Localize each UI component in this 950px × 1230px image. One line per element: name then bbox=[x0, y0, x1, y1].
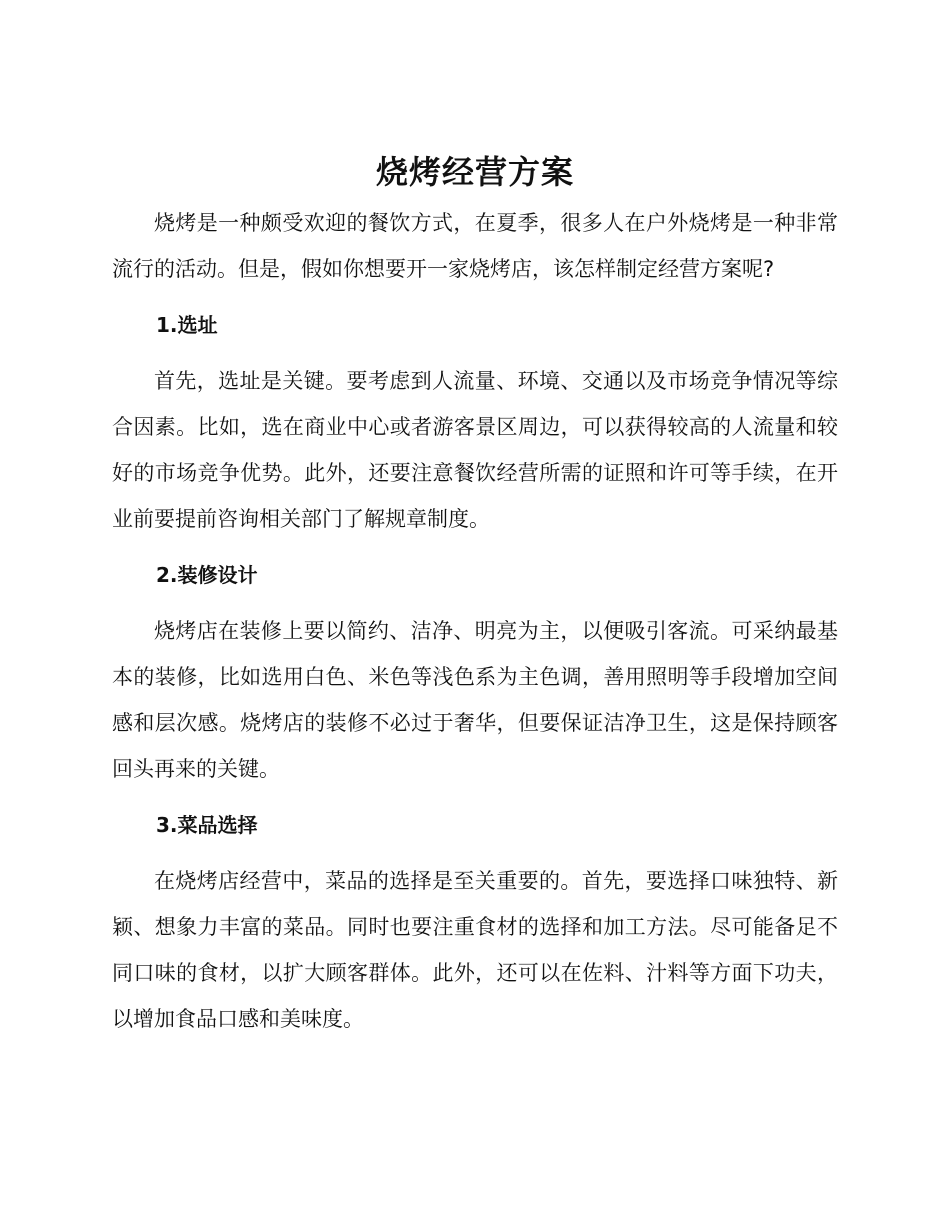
section-heading: 1.选址 bbox=[156, 313, 218, 337]
section-heading: 3.菜品选择 bbox=[156, 813, 258, 837]
section-body: 烧烤店在装修上要以简约、洁净、明亮为主，以便吸引客流。可采纳最基本的装修，比如选用白色、米色等浅色系为主色调，善用照明等手段增加空间感和层次感。烧烤店的装修不必过于奢华，但要保证洁净卫生，这是保持顾客回头再来的关键。 bbox=[112, 619, 838, 781]
section-menu-selection bbox=[112, 802, 838, 1042]
section-body: 在烧烤店经营中，菜品的选择是至关重要的。首先，要选择口味独特、新颖、想象力丰富的菜品。同时也要注重食材的选择和加工方法。尽可能备足不同口味的食材，以扩大顾客群体。此外，还可以在佐料、汁料等方面下功夫，以增加食品口感和美味度。 bbox=[112, 869, 838, 1031]
section-decoration-design bbox=[112, 552, 838, 792]
section-heading: 2.装修设计 bbox=[156, 563, 258, 587]
section-site-selection bbox=[112, 302, 838, 542]
section-body: 首先，选址是关键。要考虑到人流量、环境、交通以及市场竞争情况等综合因素。比如，选在商业中心或者游客景区周边，可以获得较高的人流量和较好的市场竞争优势。此外，还要注意餐饮经营所需的证照和许可等手续，在开业前要提前咨询相关部门了解规章制度。 bbox=[112, 369, 838, 531]
intro-paragraph: 烧烤是一种颇受欢迎的餐饮方式，在夏季，很多人在户外烧烤是一种非常流行的活动。但是，假如你想要开一家烧烤店，该怎样制定经营方案呢? bbox=[112, 211, 838, 281]
document-title: 烧烤经营方案 bbox=[375, 153, 574, 191]
